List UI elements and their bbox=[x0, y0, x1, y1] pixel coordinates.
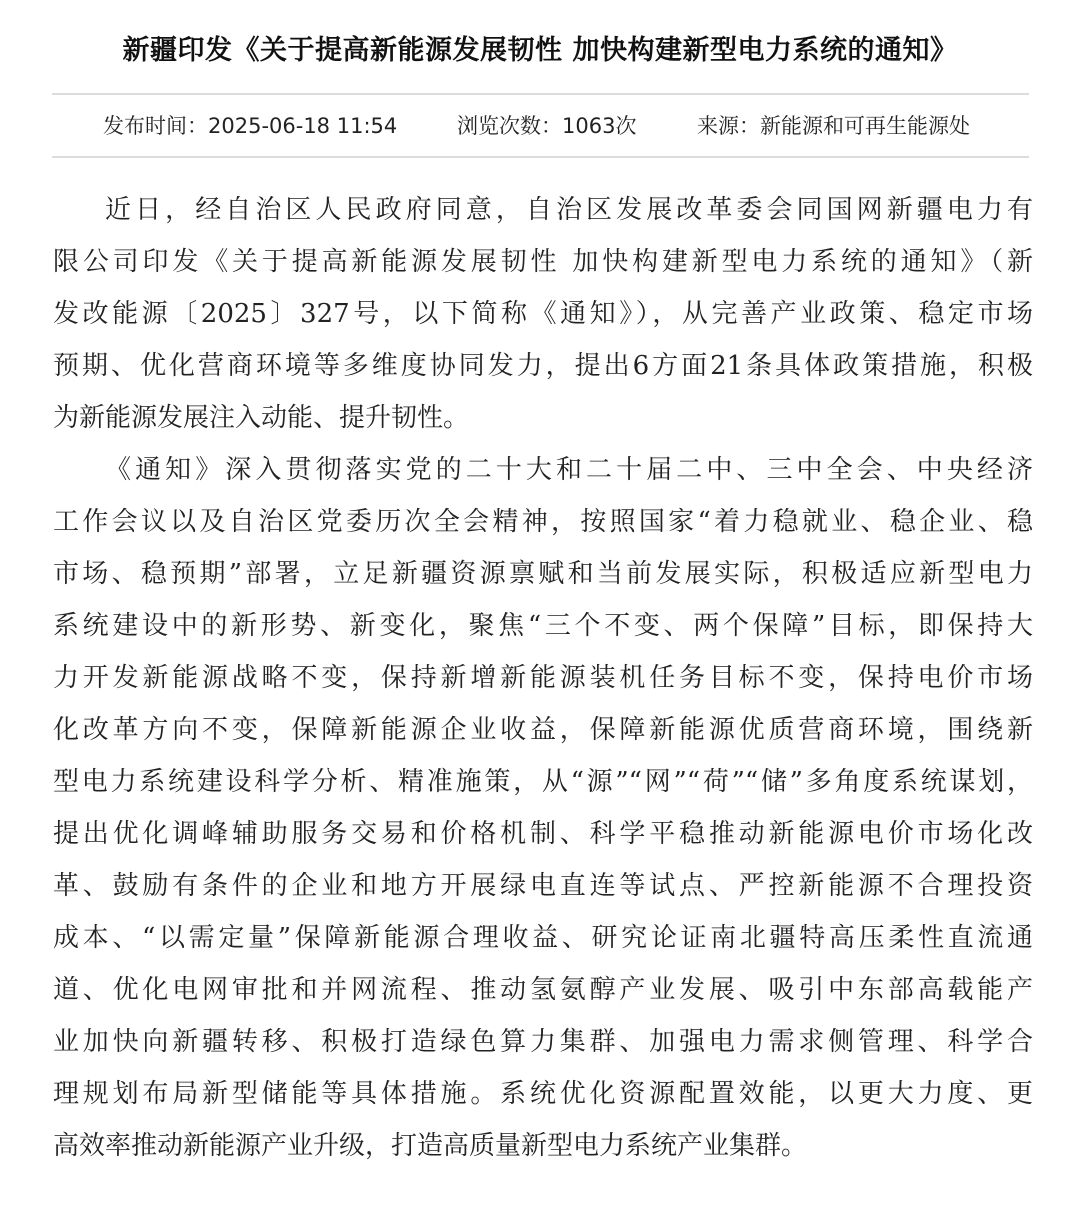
paragraph-line: 力开发新能源战略不变，保持新增新能源装机任务目标不变，保持电价市场 bbox=[53, 663, 1033, 693]
paragraph-line: 化改革方向不变，保障新能源企业收益，保障新能源优质营商环境，围绕新 bbox=[53, 715, 1033, 745]
paragraph-line: 提出优化调峰辅助服务交易和价格机制、科学平稳推动新能源电价市场化改 bbox=[53, 819, 1033, 849]
views-value: 1063次 bbox=[562, 114, 637, 138]
paragraph-line: 高效率推动新能源产业升级，打造高质量新型电力系统产业集群。 bbox=[53, 1131, 808, 1161]
paragraph-1 bbox=[53, 184, 1033, 444]
paragraph-line: 理规划布局新型储能等具体措施。系统优化资源配置效能，以更大力度、更 bbox=[53, 1079, 1033, 1109]
paragraph-line: 为新能源发展注入动能、提升韧性。 bbox=[53, 403, 470, 433]
paragraph-line: 限公司印发《关于提高新能源发展韧性 加快构建新型电力系统的通知》（新 bbox=[53, 247, 1034, 277]
paragraph-line: 工作会议以及自治区党委历次全会精神，按照国家“着力稳就业、稳企业、稳 bbox=[53, 507, 1033, 537]
article-title bbox=[0, 28, 1080, 67]
paragraph-2 bbox=[53, 444, 1033, 1172]
paragraph-line: 道、优化电网审批和并网流程、推动氢氨醇产业发展、吸引中东部高载能产 bbox=[53, 975, 1033, 1005]
publish-label: 发布时间： bbox=[103, 114, 208, 138]
publish-time bbox=[103, 110, 397, 140]
article-body bbox=[53, 184, 1033, 1172]
title-divider bbox=[52, 93, 1029, 95]
article-title-text: 新疆印发《关于提高新能源发展韧性 加快构建新型电力系统的通知》 bbox=[122, 35, 958, 66]
article-source bbox=[697, 110, 970, 140]
paragraph-line: 成本、“以需定量”保障新能源合理收益、研究论证南北疆特高压柔性直流通 bbox=[53, 923, 1033, 953]
article-meta bbox=[0, 110, 1080, 144]
paragraph-line: 型电力系统建设科学分析、精准施策，从“源”“网”“荷”“储”多角度系统谋划， bbox=[53, 767, 1033, 797]
publish-value: 2025-06-18 11:54 bbox=[208, 114, 398, 138]
paragraph-line: 系统建设中的新形势、新变化，聚焦“三个不变、两个保障”目标，即保持大 bbox=[53, 611, 1033, 641]
paragraph-line: 革、鼓励有条件的企业和地方开展绿电直连等试点、严控新能源不合理投资 bbox=[53, 871, 1033, 901]
paragraph-line: 近日，经自治区人民政府同意，自治区发展改革委会同国网新疆电力有 bbox=[105, 195, 1033, 225]
paragraph-line: 预期、优化营商环境等多维度协同发力，提出6方面21条具体政策措施，积极 bbox=[53, 351, 1033, 381]
paragraph-line: 发改能源〔2025〕327号，以下简称《通知》），从完善产业政策、稳定市场 bbox=[53, 299, 1033, 329]
source-label: 来源： bbox=[697, 114, 760, 138]
source-value: 新能源和可再生能源处 bbox=[760, 114, 970, 138]
paragraph-line: 业加快向新疆转移、积极打造绿色算力集群、加强电力需求侧管理、科学合 bbox=[53, 1027, 1033, 1057]
paragraph-line: 市场、稳预期”部署，立足新疆资源禀赋和当前发展实际，积极适应新型电力 bbox=[53, 559, 1033, 589]
meta-divider bbox=[52, 156, 1029, 158]
paragraph-line: 《通知》深入贯彻落实党的二十大和二十届二中、三中全会、中央经济 bbox=[105, 455, 1033, 485]
view-count bbox=[457, 110, 636, 140]
views-label: 浏览次数： bbox=[457, 114, 562, 138]
